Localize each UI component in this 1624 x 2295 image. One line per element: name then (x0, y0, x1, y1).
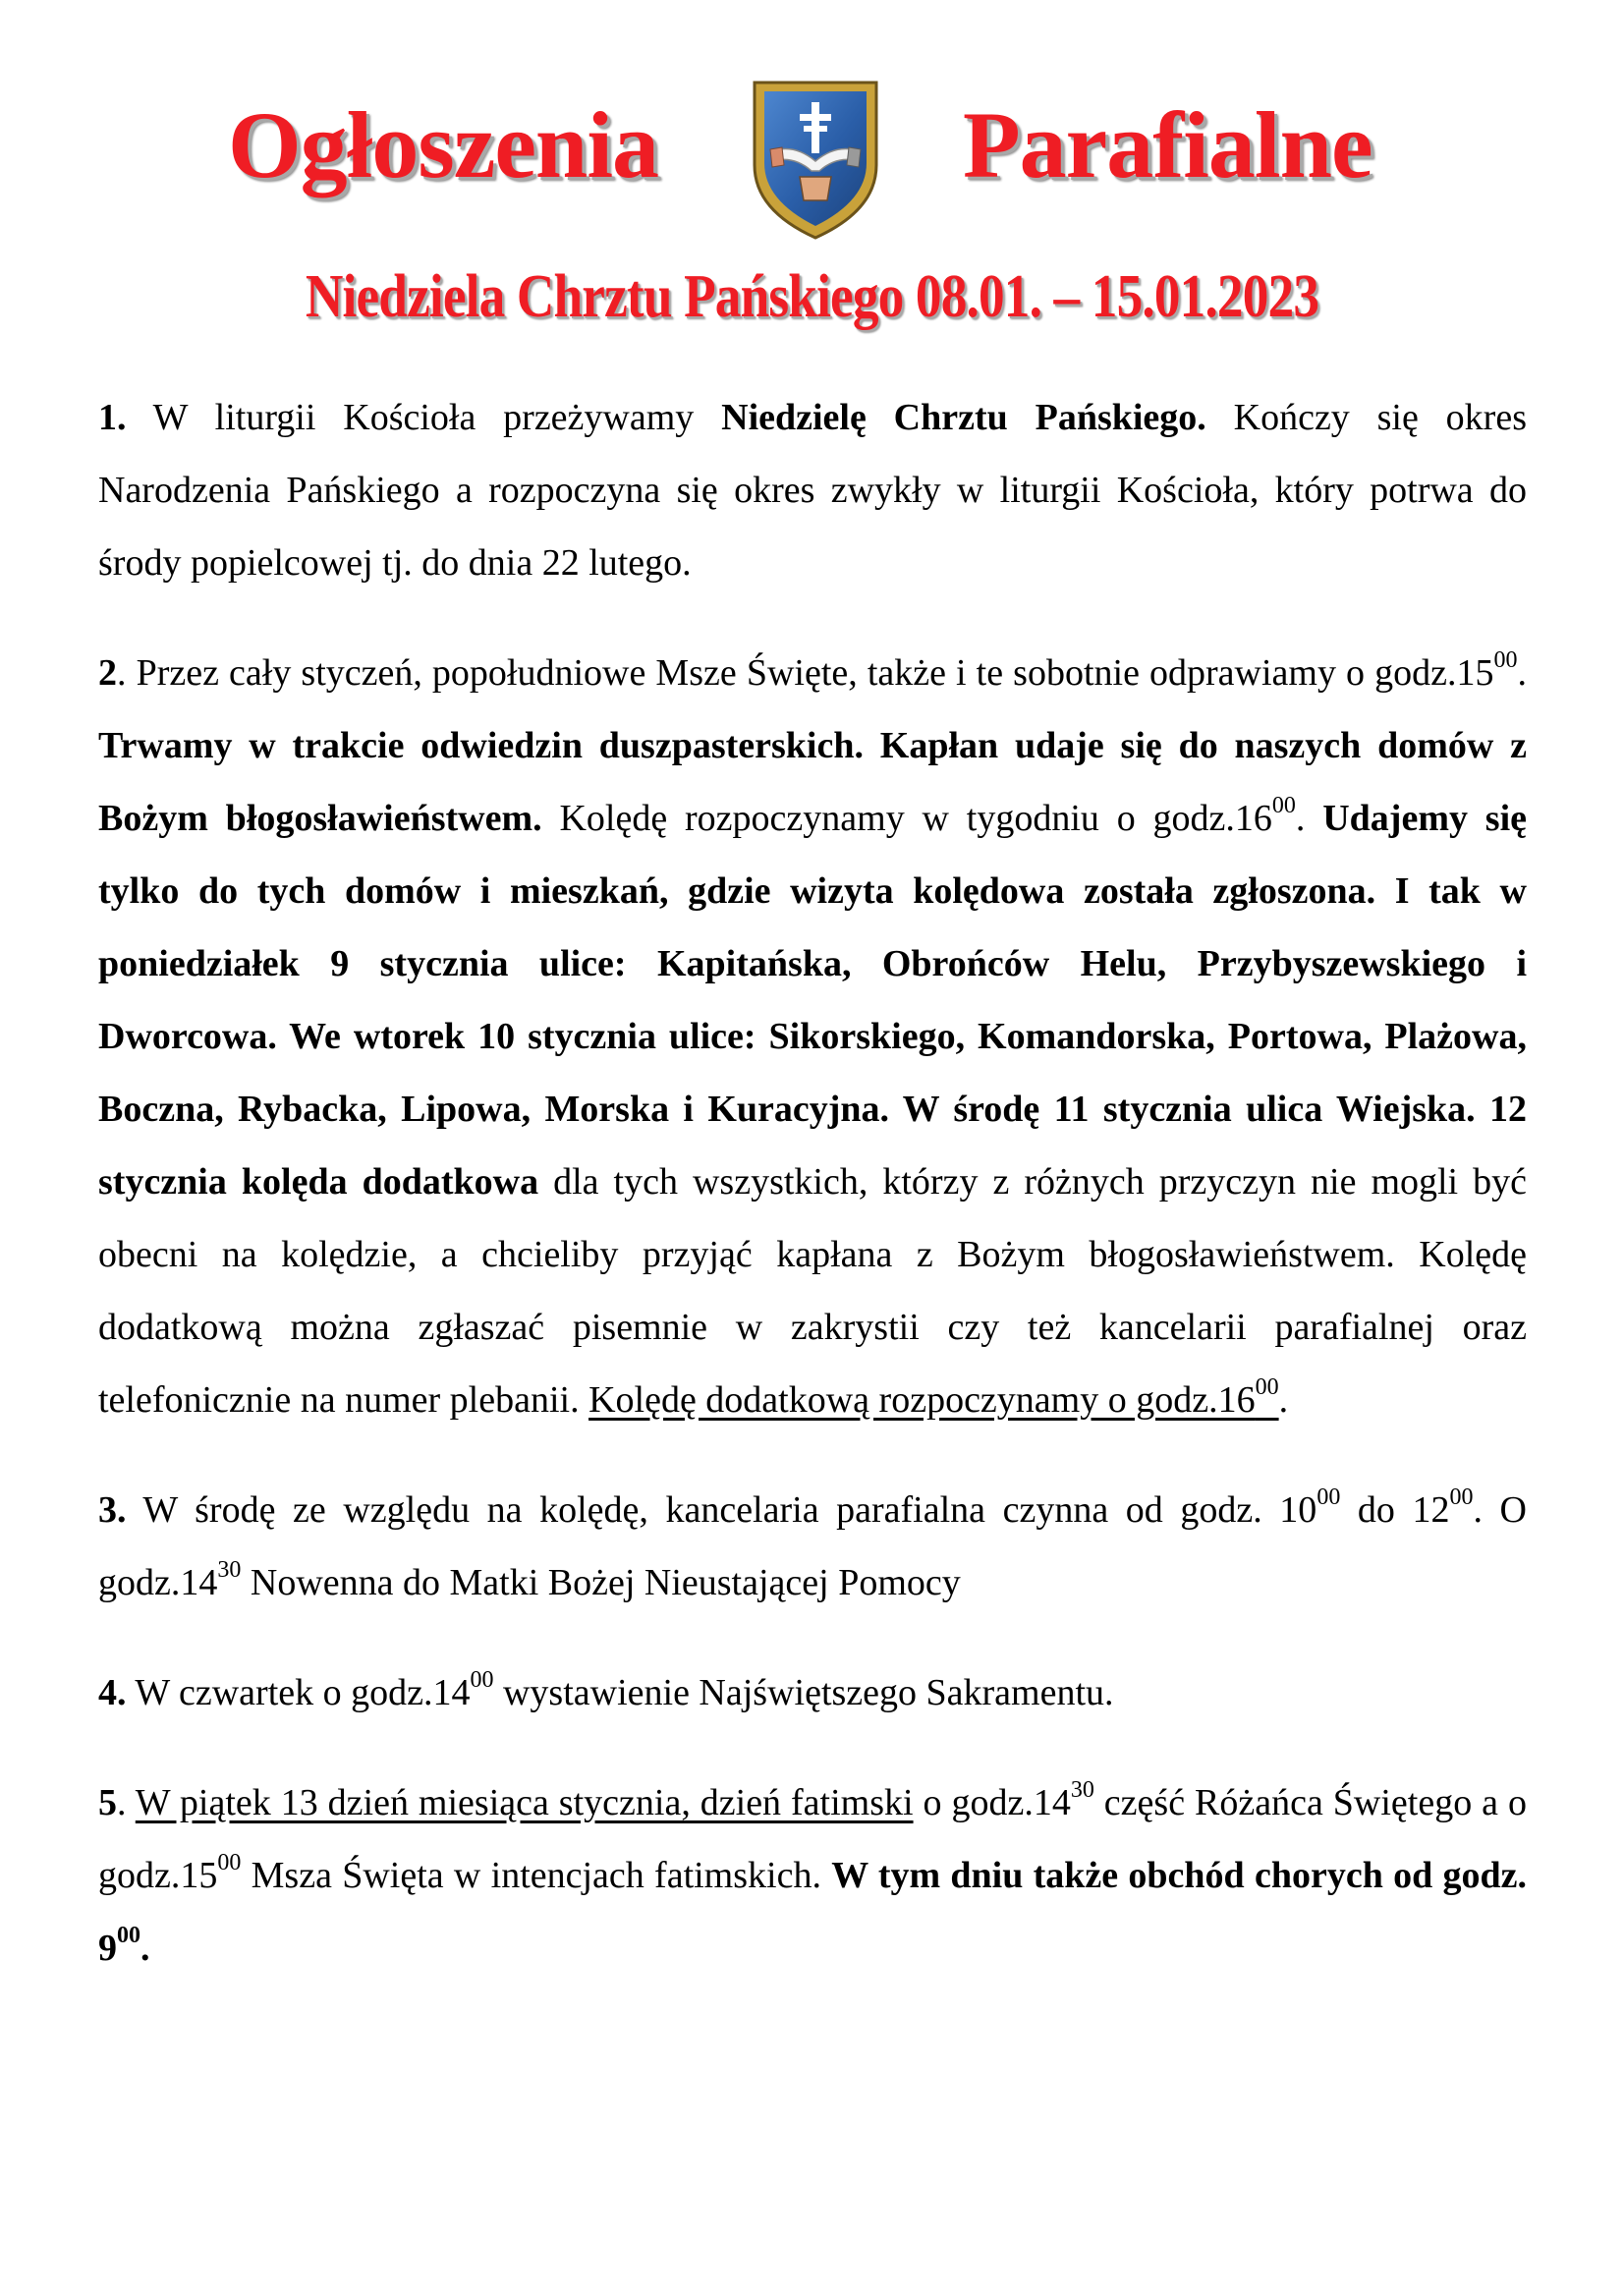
underlined-text-part: Kolędę dodatkową rozpoczynamy o godz.16 (588, 1379, 1256, 1421)
superscript: 00 (1255, 1374, 1279, 1401)
text: do 12 (1340, 1489, 1450, 1531)
bold-text: W tym dniu także obchód chorych od godz. 9 (98, 1855, 1528, 1969)
superscript: 00 (117, 1923, 140, 1949)
text: W czwartek o godz.14 (126, 1672, 471, 1713)
parish-crest-icon (747, 75, 884, 244)
announcement-4 (98, 1656, 1527, 1729)
title-right: Parafialne (963, 92, 1372, 197)
text: dla tych wszystkich, którzy z różnych przyczyn nie mogli być obecni na kolędzie, a chcieliby przyjąć kapłana z Bożym błogosławieństwem. Kolędę dodatkową można zgłaszać pisemnie w zakrystii czy też kancelarii parafialnej oraz telefonicznie na numer plebanii. (98, 1161, 1527, 1421)
text: . (117, 1782, 136, 1823)
text: część Różańca Świętego a o godz.15 (98, 1782, 1527, 1896)
announcement-number: 3. (98, 1489, 127, 1531)
text: Kończy się okres Narodzenia Pańskiego a rozpoczyna się okres zwykły w liturgii Kościoła, który potrwa do środy popielcowej tj. do dnia 22 lutego. (98, 397, 1527, 584)
text: wystawienie Najświętszego Sakramentu. (493, 1672, 1114, 1713)
announcement-1 (98, 381, 1527, 599)
text: W liturgii Kościoła przeżywamy (126, 397, 722, 438)
superscript: 00 (1316, 1484, 1341, 1511)
text: . (1517, 652, 1527, 694)
text: . (1295, 798, 1323, 839)
bold-text: Trwamy w trakcie odwiedzin duszpasterskich. Kapłan udaje się do naszych domów z Bożym błogosławieństwem. (98, 725, 1527, 839)
text: W środę ze względu na kolędę, kancelaria parafialna czynna od godz. 10 (126, 1489, 1317, 1531)
text: Msza Święta w intencjach fatimskich. (241, 1855, 832, 1896)
announcement-3 (98, 1474, 1527, 1619)
underlined-text (588, 1374, 1279, 1421)
announcements-body (98, 381, 1527, 2022)
bold-text: Niedzielę Chrztu Pańskiego. (721, 397, 1206, 438)
bold-text: . (140, 1928, 150, 1969)
bold-text: Udajemy się tylko do tych domów i mieszkań, gdzie wizyta kolędowa została zgłoszona. I tak w poniedziałek 9 stycznia ulice: Kapitańska, Obrońców Helu, Przybyszewskiego i Dworcowa. We wtorek 10 stycznia ulice: Sikorskiego, Komandorska, Portowa, Plażowa, Boczna, Rybacka, Lipowa, Morska i Kuracyjna. W środę 11 stycznia ulica Wiejska. 12 stycznia kolęda dodatkowa (98, 798, 1528, 1203)
text: Kolędę rozpoczynamy w tygodniu o godz.16 (541, 798, 1272, 839)
text: o godz.14 (913, 1782, 1071, 1823)
superscript: 00 (1271, 793, 1296, 819)
superscript: 00 (1449, 1484, 1474, 1511)
text: . Przez cały styczeń, popołudniowe Msze Święte, także i te sobotnie odprawiamy o godz.15 (117, 652, 1494, 694)
text: . O godz.14 (98, 1489, 1527, 1603)
announcement-number: 4. (98, 1672, 127, 1713)
subtitle-date-range: Niedziela Chrztu Pańskiego 08.01. – 15.01.2023 (305, 263, 1319, 330)
superscript: 00 (217, 1850, 242, 1876)
underlined-text: W piątek 13 dzień miesiąca stycznia, dzień fatimski (135, 1782, 914, 1823)
announcement-5 (98, 1766, 1527, 1985)
superscript: 00 (470, 1667, 494, 1694)
text: Nowenna do Matki Bożej Nieustającej Pomocy (241, 1562, 961, 1603)
announcement-2 (98, 637, 1527, 1436)
superscript: 30 (1070, 1777, 1094, 1804)
title-left: Ogłoszenia (228, 92, 658, 197)
superscript: 00 (1493, 647, 1518, 674)
text: . (1278, 1379, 1289, 1421)
announcement-number: 1. (98, 397, 127, 438)
announcement-number: 5 (98, 1782, 117, 1823)
superscript: 30 (217, 1557, 242, 1584)
announcement-number: 2 (98, 652, 117, 694)
